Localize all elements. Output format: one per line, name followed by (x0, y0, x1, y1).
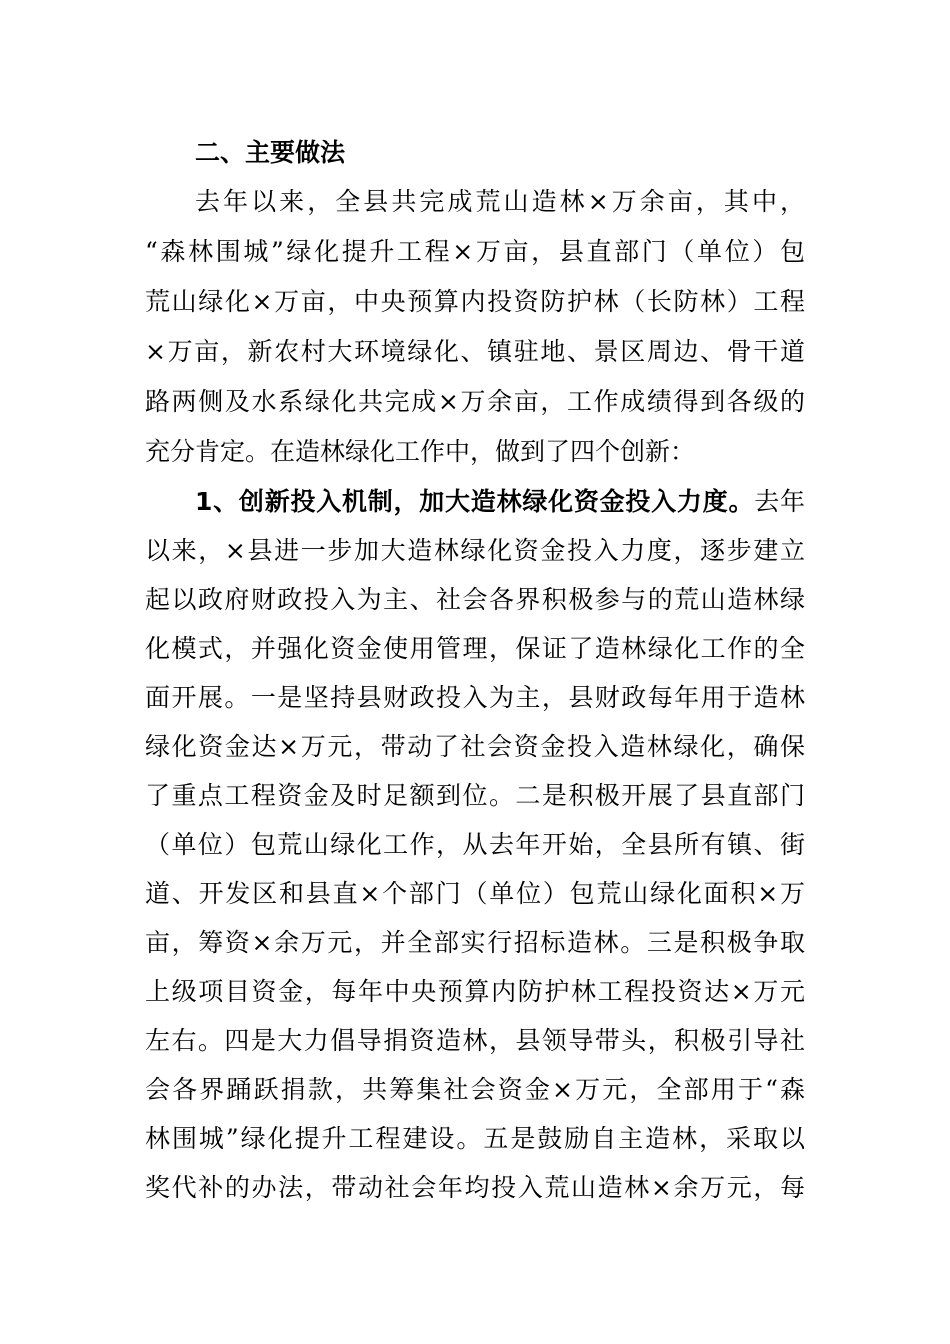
paragraph-2-first-line (195, 482, 805, 522)
paragraph-2-line: 亩，筹资×余万元，并全部实行招标造林。三是积极争取 (145, 928, 805, 957)
paragraph-2-line: 林围城”绿化提升工程建设。五是鼓励自主造林，采取以 (145, 1124, 805, 1153)
paragraph-2-line: 以来，×县进一步加大造林绿化资金投入力度，逐步建立 (145, 536, 805, 565)
paragraph-2-first-line-rest: 去年 (754, 487, 805, 516)
paragraph-1-line: 去年以来，全县共完成荒山造林×万余亩，其中， (195, 187, 805, 216)
paragraph-1-line: 荒山绿化×万亩，中央预算内投资防护林（长防林）工程 (145, 287, 805, 316)
section-heading: 二、主要做法 (195, 138, 346, 167)
paragraph-2-line: 面开展。一是坚持县财政投入为主，县财政每年用于造林 (145, 683, 805, 712)
paragraph-2-line: （单位）包荒山绿化工作，从去年开始，全县所有镇、街 (145, 830, 805, 859)
paragraph-2-bold-lead: 1、创新投入机制，加大造林绿化资金投入力度。 (195, 487, 755, 516)
paragraph-2-line: 化模式，并强化资金使用管理，保证了造林绿化工作的全 (145, 634, 805, 663)
paragraph-2-line: 左右。四是大力倡导捐资造林，县领导带头，积极引导社 (145, 1026, 805, 1055)
paragraph-1-line: “森林围城”绿化提升工程×万亩，县直部门（单位）包 (145, 237, 805, 266)
paragraph-1-line: 路两侧及水系绿化共完成×万余亩，工作成绩得到各级的 (145, 387, 805, 416)
paragraph-2-line: 绿化资金达×万元，带动了社会资金投入造林绿化，确保 (145, 732, 805, 761)
paragraph-2-line: 奖代补的办法，带动社会年均投入荒山造林×余万元，每 (145, 1173, 805, 1202)
paragraph-2-line: 了重点工程资金及时足额到位。二是积极开展了县直部门 (145, 781, 805, 810)
paragraph-2-line: 会各界踊跃捐款，共筹集社会资金×万元，全部用于“森 (145, 1075, 805, 1104)
paragraph-1-line: 充分肯定。在造林绿化工作中，做到了四个创新： (145, 437, 696, 466)
paragraph-2-line: 起以政府财政投入为主、社会各界积极参与的荒山造林绿 (145, 585, 805, 614)
paragraph-2-line: 道、开发区和县直×个部门（单位）包荒山绿化面积×万 (145, 879, 805, 908)
paragraph-2-line: 上级项目资金，每年中央预算内防护林工程投资达×万元 (145, 977, 805, 1006)
paragraph-1-line: ×万亩，新农村大环境绿化、镇驻地、景区周边、骨干道 (145, 337, 805, 366)
